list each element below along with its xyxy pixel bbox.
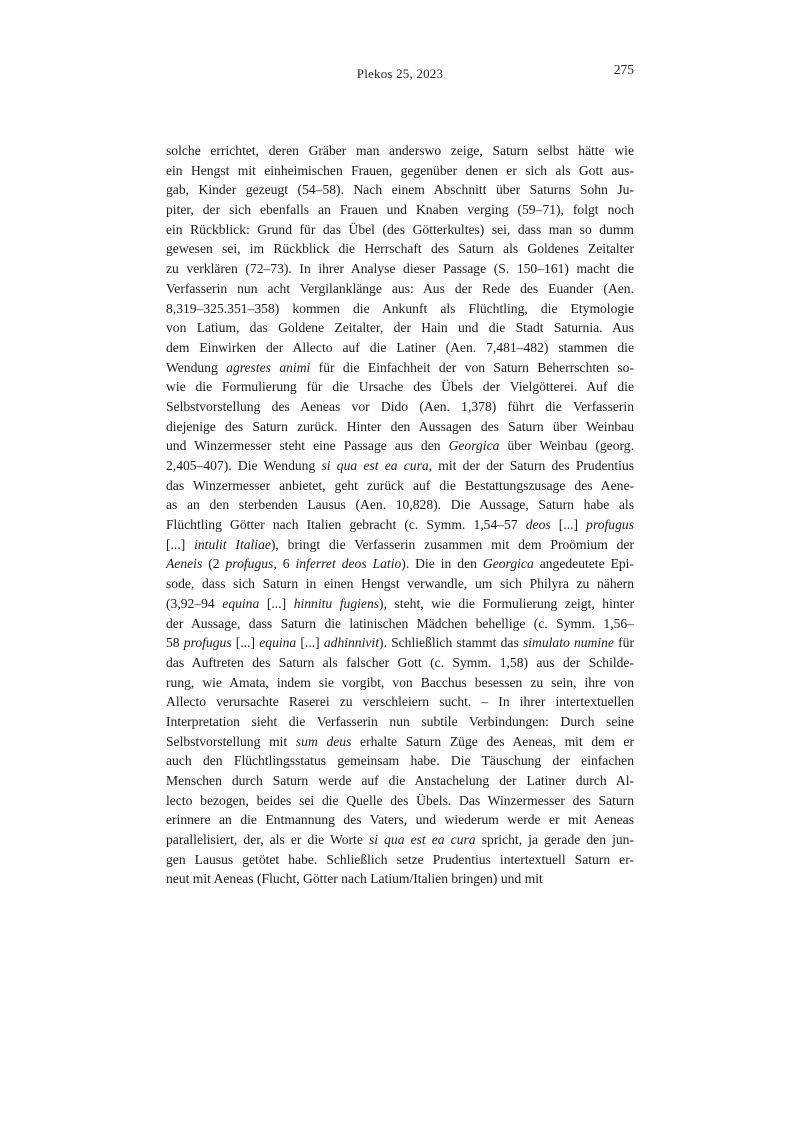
text-run: Allecto verursachte Raserei zu verschleiern sucht. – In ihrer intertextuellen <box>166 694 634 710</box>
text-run: Selbstvorstellung mit <box>166 733 296 749</box>
text-line <box>166 732 634 752</box>
text-line <box>166 751 634 771</box>
text-run-italic: Aeneis <box>166 556 203 572</box>
text-run: das Winzermesser anbietet, geht zurück auf die Bestattungszusage des Aene- <box>166 477 634 493</box>
text-run: ), bringt die Verfasserin zusammen mit dem Proömium der <box>270 536 634 552</box>
text-run: Selbstvorstellung des Aeneas vor Dido (Aen. 1,378) führt die Verfasserin <box>166 398 634 414</box>
text-run: dem Einwirken der Allecto auf die Latiner (Aen. 7,481–482) stammen die <box>166 339 634 355</box>
text-run: ein Rückblick: Grund für das Übel (des Götterkultes) sei, dass man so dumm <box>166 221 634 237</box>
text-line <box>166 417 634 437</box>
text-line <box>166 574 634 594</box>
text-run-italic: profugus <box>586 517 634 533</box>
text-run: 2,405–407). Die Wendung <box>166 458 322 473</box>
text-line <box>166 279 634 299</box>
text-line <box>166 791 634 811</box>
text-run: piter, der sich ebenfalls an Frauen und Knaben verging (59–71), folgt noch <box>166 202 634 218</box>
text-run: der Aussage, dass Saturn die latinischen Mädchen behellige (c. Symm. 1,56– <box>166 615 634 631</box>
text-run-italic: simulato numine <box>522 635 614 651</box>
text-line <box>166 515 634 535</box>
text-run-italic: deos <box>525 517 551 533</box>
text-run-italic: profugus <box>225 556 274 572</box>
text-run: Wendung <box>166 359 227 375</box>
text-run: Verfasserin nun acht Vergilanklänge aus: Aus der Rede des Euander (Aen. <box>166 280 634 296</box>
text-run: neut mit Aeneas (Flucht, Götter nach Latium/Italien bringen) und mit <box>166 871 543 887</box>
text-line <box>166 338 634 358</box>
text-run: angedeutete Epi- <box>533 556 634 572</box>
text-run-italic: Georgica <box>448 438 500 454</box>
text-line <box>166 712 634 732</box>
text-line <box>166 614 634 634</box>
text-line <box>166 358 634 378</box>
page-number: 275 <box>613 62 634 77</box>
text-line <box>166 220 634 240</box>
text-run: , 6 <box>273 556 296 572</box>
text-run: erinnere an die Entmannung des Vaters, und wiederum werde er mit Aeneas <box>166 812 634 828</box>
text-line <box>166 869 634 889</box>
text-run: [...] <box>550 517 587 533</box>
text-line <box>166 850 634 870</box>
text-run-italic: equina <box>222 595 260 611</box>
text-run: ). Schließlich stammt das <box>378 635 523 651</box>
text-line <box>166 633 634 653</box>
journal-title: Plekos 25, 2023 <box>356 66 444 81</box>
text-run: (2 <box>202 556 226 572</box>
text-line <box>166 673 634 693</box>
text-run: solche errichtet, deren Gräber man anderswo zeige, Saturn selbst hätte wie <box>166 143 634 158</box>
text-run-italic: intulit Italiae <box>194 536 271 552</box>
text-run: auch den Flüchtlingsstatus gemeinsam habe. Die Täuschung der einfachen <box>166 753 634 769</box>
text-run-italic: equina <box>259 635 297 651</box>
text-line <box>166 476 634 496</box>
text-run: as an den sterbenden Lausus (Aen. 10,828). Die Aussage, Saturn habe als <box>166 497 634 513</box>
text-run: gen Lausus getötet habe. Schließlich setze Prudentius intertextuell Saturn er- <box>166 851 634 867</box>
text-line <box>166 653 634 673</box>
text-run-italic: profugus <box>183 635 232 651</box>
text-run: (3,92–94 <box>166 595 223 611</box>
text-line <box>166 141 634 161</box>
text-run-italic: hinnitu fugiens <box>293 595 380 611</box>
text-run: , mit der der Saturn des Prudentius <box>428 458 634 473</box>
text-run-italic: si qua est ea cura <box>368 832 476 848</box>
text-run: über Weinbau (georg. <box>499 438 634 454</box>
text-run: gewesen sei, im Rückblick die Herrschaft des Saturn als Goldenes Zeitalter <box>166 241 634 257</box>
text-run: lecto bezogen, beides sei die Quelle des Übels. Das Winzermesser des Saturn <box>166 792 634 808</box>
text-run: spricht, ja gerade den jun- <box>475 832 634 848</box>
text-run: [...] <box>231 635 260 651</box>
text-line <box>166 810 634 830</box>
text-line <box>166 594 634 614</box>
text-run: für die Einfachheit der von Saturn Beherrschten so- <box>310 359 634 375</box>
text-run: ), steht, wie die Formulierung zeigt, hinter <box>379 595 635 611</box>
text-run-italic: si qua est ea cura <box>321 458 429 473</box>
text-line <box>166 771 634 791</box>
text-run-italic: inferret deos Latio <box>295 556 402 572</box>
text-run-italic: agrestes animi <box>226 359 311 375</box>
text-line <box>166 397 634 417</box>
text-run: [...] <box>296 635 324 651</box>
body-text <box>166 141 634 889</box>
text-line <box>166 692 634 712</box>
text-line <box>166 299 634 319</box>
text-run: für <box>613 635 634 651</box>
text-line <box>166 377 634 397</box>
text-line <box>166 318 634 338</box>
text-run: Flüchtling Götter nach Italien gebracht (c. Symm. 1,54–57 <box>166 517 526 533</box>
text-run: parallelisiert, der, als er die Worte <box>166 832 369 848</box>
text-line <box>166 456 634 476</box>
text-line <box>166 436 634 456</box>
text-line <box>166 554 634 574</box>
text-run: wie die Formulierung für die Ursache des Übels der Vielgötterei. Auf die <box>166 379 634 395</box>
text-line <box>166 200 634 220</box>
text-run: 8,319–325.351–358) kommen die Ankunft als Flüchtling, die Etymologie <box>166 300 634 316</box>
text-run: erhalte Saturn Züge des Aeneas, mit dem er <box>351 733 634 749</box>
text-run: gab, Kinder gezeugt (54–58). Nach einem Abschnitt über Saturns Sohn Ju- <box>166 182 634 198</box>
text-line <box>166 239 634 259</box>
text-run: diejenige des Saturn zurück. Hinter den Aussagen des Saturn über Weinbau <box>166 418 634 434</box>
text-line <box>166 535 634 555</box>
page-header <box>166 62 634 86</box>
text-run: [...] <box>259 595 294 611</box>
text-run-italic: Georgica <box>482 556 534 572</box>
text-run: [...] <box>166 536 195 552</box>
text-run: Interpretation sieht die Verfasserin nun subtile Verbindungen: Durch seine <box>166 713 634 729</box>
text-run: Menschen durch Saturn werde auf die Anstachelung der Latiner durch Al- <box>166 773 634 788</box>
text-run-italic: adhinnivit <box>323 635 379 651</box>
text-run: sode, dass sich Saturn in einen Hengst verwandle, um sich Philyra zu nähern <box>166 576 634 592</box>
text-run: 58 <box>166 635 184 651</box>
text-run: rung, wie Amata, indem sie vorgibt, von Bacchus besessen zu sein, ihre von <box>166 674 634 690</box>
text-run: zu verklären (72–73). In ihrer Analyse dieser Passage (S. 150–161) macht die <box>166 261 634 277</box>
text-run: und Winzermesser steht eine Passage aus den <box>166 438 449 454</box>
text-run-italic: sum deus <box>295 733 352 749</box>
text-line <box>166 830 634 850</box>
text-run: von Latium, das Goldene Zeitalter, der Hain und die Stadt Saturnia. Aus <box>166 320 634 336</box>
text-line <box>166 495 634 515</box>
text-run: das Auftreten des Saturn als falscher Gott (c. Symm. 1,58) aus der Schilde- <box>166 654 634 670</box>
text-line <box>166 180 634 200</box>
text-run: ein Hengst mit einheimischen Frauen, gegenüber denen er sich als Gott aus- <box>166 162 634 178</box>
text-line <box>166 161 634 181</box>
text-line <box>166 259 634 279</box>
text-run: ). Die in den <box>401 556 483 572</box>
